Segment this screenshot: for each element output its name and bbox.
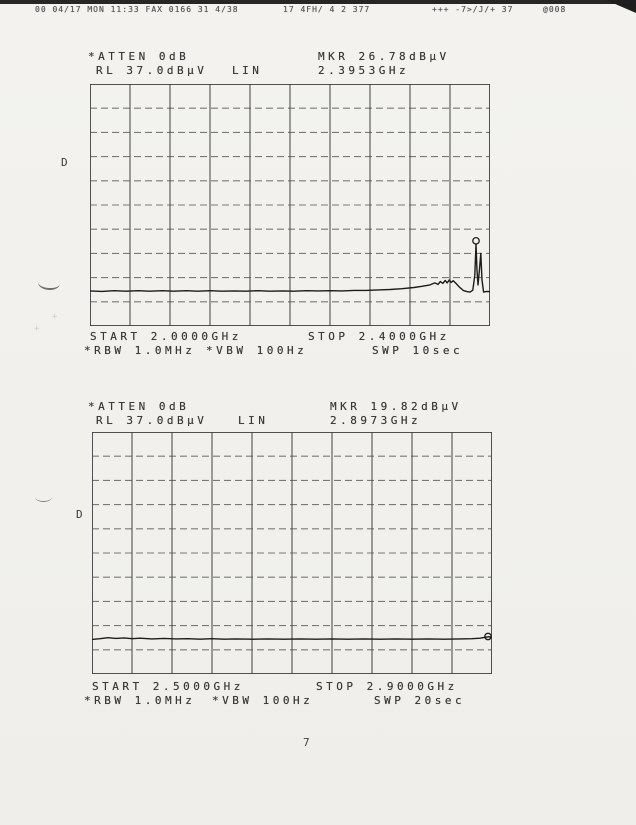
stop-frequency: STOP 2.4000GHz bbox=[308, 330, 450, 343]
rbw-label: *RBW 1.0MHz bbox=[84, 344, 196, 357]
scan-speck-2: + bbox=[34, 324, 40, 334]
spectrum-trace-svg-2 bbox=[92, 432, 492, 674]
start-frequency: START 2.0000GHz bbox=[90, 330, 242, 343]
sweep-time-label: SWP 20sec bbox=[374, 694, 466, 707]
sweep-time-label: SWP 10sec bbox=[372, 344, 464, 357]
vbw-label: *VBW 100Hz bbox=[212, 694, 314, 707]
fax-header-datetime: 00 04/17 MON 11:33 FAX 0166 31 4/38 bbox=[35, 5, 239, 14]
trace-d-label: D bbox=[76, 508, 83, 521]
ref-level-label: RL 37.0dBμV bbox=[96, 414, 208, 427]
start-frequency: START 2.5000GHz bbox=[92, 680, 244, 693]
scale-label: LIN bbox=[232, 64, 263, 77]
spectrum-trace-svg-1 bbox=[90, 84, 490, 326]
marker-frequency: 2.8973GHz bbox=[330, 414, 422, 427]
atten-label: *ATTEN 0dB bbox=[88, 400, 190, 413]
spectrum-grid-1 bbox=[90, 84, 490, 326]
vbw-label: *VBW 100Hz bbox=[206, 344, 308, 357]
scan-smudge-1 bbox=[38, 275, 61, 291]
atten-label: *ATTEN 0dB bbox=[88, 50, 190, 63]
ref-level-label: RL 37.0dBμV bbox=[96, 64, 208, 77]
stop-frequency: STOP 2.9000GHz bbox=[316, 680, 458, 693]
marker-frequency: 2.3953GHz bbox=[318, 64, 410, 77]
fax-header-station: 17 4FH/ 4 2 377 bbox=[283, 5, 371, 14]
scan-speck-1: + bbox=[52, 312, 58, 322]
scan-top-edge bbox=[0, 0, 636, 4]
trace-d-label: D bbox=[61, 156, 68, 169]
page-number: 7 bbox=[303, 736, 310, 749]
fax-header-codes: +++ -7>/J/+ 37 bbox=[432, 5, 514, 14]
marker-readout: MKR 26.78dBμV bbox=[318, 50, 450, 63]
scan-corner-shadow bbox=[606, 0, 636, 13]
marker-readout: MKR 19.82dBμV bbox=[330, 400, 462, 413]
spectrum-grid-2 bbox=[92, 432, 492, 674]
rbw-label: *RBW 1.0MHz bbox=[84, 694, 196, 707]
scan-smudge-2 bbox=[35, 492, 52, 502]
fax-header-page-stamp: @008 bbox=[543, 5, 567, 14]
scale-label: LIN bbox=[238, 414, 269, 427]
